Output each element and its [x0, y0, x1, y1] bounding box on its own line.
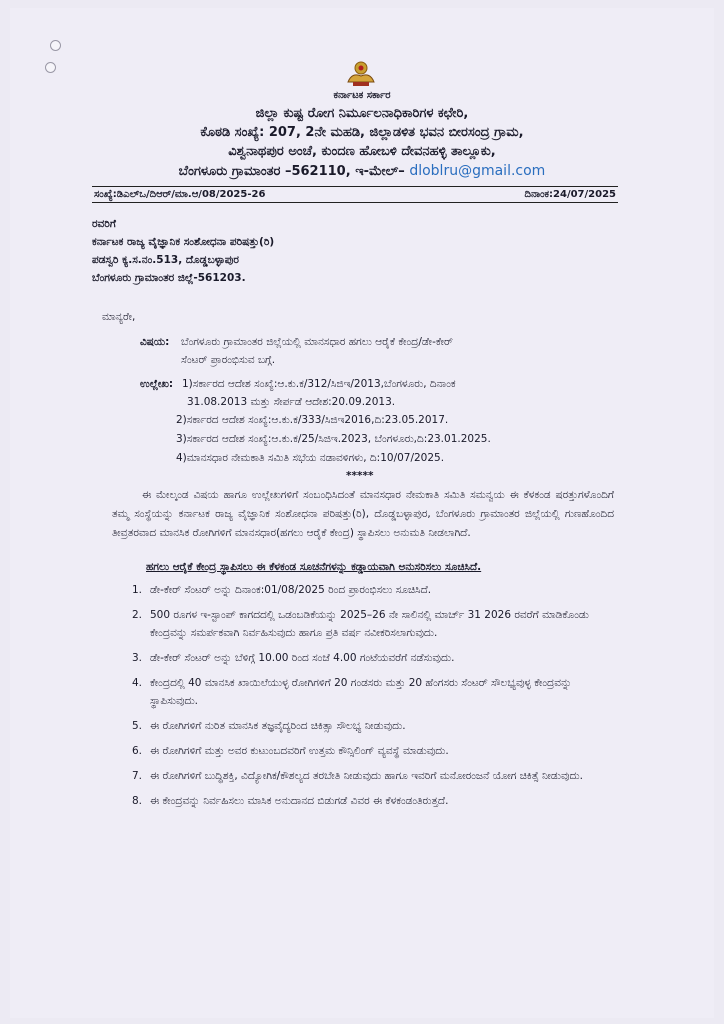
reference-item: 31.08.2013 ಮತ್ತು ಸೇರ್ಪಡೆ ಆದೇಶ:20.09.2013.	[187, 396, 396, 408]
instruction-heading: ಹಗಲು ಆರೈಕೆ ಕೇಂದ್ರ ಸ್ಥಾಪಿಸಲು ಈ ಕೆಳಕಂಡ ಸೂಚನೆಗಳನ್ನು ಕಡ್ಡಾಯವಾಗಿ ಅನುಸರಿಸಲು ಸೂಚಿಸಿದೆ.	[146, 561, 482, 573]
body-paragraph: ಈ ಮೇಲ್ಕಂಡ ವಿಷಯ ಹಾಗೂ ಉಲ್ಲೇಖಗಳಿಗೆ ಸಂಬಂಧಿಸಿದಂತೆ ಮಾನಸಧಾರ ನೇಮಕಾತಿ ಸಮಿತಿ ಸಮನ್ವಯ ಈ ಕೆಳಕಂಡ ಷರತ್ತುಗಳೊಂದಿಗೆ ತಮ್ಮ ಸಂಸ್ಥೆಯನ್ನು ಕರ್ನಾಟಕ ರಾಜ್ಯ ವೈಜ್ಞಾನಿಕ ಸಂಶೋಧನಾ ಪರಿಷತ್ತು(ರಿ), ದೊಡ್ಡಬಳ್ಳಾಪುರ, ಬೆಂಗಳೂರು ಗ್ರಾಮಾಂತರ ಜಿಲ್ಲೆಯಲ್ಲಿ ಗುಣಹೊಂದಿದ ತೀವ್ರತರವಾದ ಮಾನಸಿಕ ರೋಗಿಗಳಿಗೆ ಮಾನಸಧಾರ(ಹಗಲು ಆರೈಕೆ ಕೇಂದ್ರ) ಸ್ಥಾಪಿಸಲು ಅನುಮತಿ ನೀಡಲಾಗಿದೆ.	[112, 489, 614, 539]
condition-text: ಡೇ-ಕೇರ್ ಸೆಂಟರ್ ಅನ್ನು ದಿನಾಂಕ:01/08/2025 ರಿಂದ ಪ್ರಾರಂಭಿಸಲು ಸೂಚಿಸಿದೆ.	[150, 584, 432, 596]
punch-hole	[50, 40, 61, 51]
recipient-line-2: ಪಡಸ್ವರಿ ಕ್ಯ.ಸ.ನಂ.513, ದೊಡ್ಡಬಳ್ಳಾಪುರ	[92, 254, 239, 266]
subject-text-2: ಸೆಂಟರ್ ಪ್ರಾರಂಭಿಸುವ ಬಗ್ಗೆ.	[181, 354, 276, 366]
condition-number: 3.	[132, 652, 143, 664]
condition-number: 6.	[132, 745, 143, 757]
condition-text: ಈ ರೋಗಿಗಳಿಗೆ ನುರಿತ ಮಾನಸಿಕ ತಜ್ಞವೈದ್ಯರಿಂದ ಚಿಕಿತ್ಸಾ ಸೌಲಭ್ಯ ನೀಡುವುದು.	[150, 720, 406, 732]
condition-text: ಈ ರೋಗಿಗಳಿಗೆ ಬುದ್ಧಿಶಕ್ತಿ, ವಿದ್ಯೋಗಿಕ/ಕೌಶಲ್ಯದ ತರಬೇತಿ ನೀಡುವುದು ಹಾಗೂ ಇವರಿಗೆ ಮನೋರಂಜನೆ ಯೋಗ ಚಿಕಿತ್ಸೆ ನೀಡುವುದು.	[150, 770, 583, 782]
condition-item	[132, 717, 612, 735]
address-line-1: ಕೊಠಡಿ ಸಂಖ್ಯೆ: 207, 2ನೇ ಮಹಡಿ, ಜಿಲ್ಲಾಡಳಿತ ಭವನ ಬೀರಸಂದ್ರ ಗ್ರಾಮ,	[200, 125, 524, 140]
condition-text: ಡೇ-ಕೇರ್ ಸೆಂಟರ್ ಅನ್ನು ಬೆಳಿಗ್ಗೆ 10.00 ರಿಂದ ಸಂಜೆ 4.00 ಗಂಟೆಯವರೆಗೆ ನಡೆಸುವುದು.	[150, 652, 455, 664]
govt-title: ಕರ್ನಾಟಕ ಸರ್ಕಾರ	[333, 90, 391, 101]
salutation: ಮಾನ್ಯರೇ,	[102, 311, 136, 323]
conditions-list	[132, 581, 612, 817]
condition-text: 500 ರೂಗಳ ಇ-ಸ್ಟಾಂಪ್ ಕಾಗದದಲ್ಲಿ ಒಡಂಬಡಿಕೆಯನ್ನು 2025–26 ನೇ ಸಾಲಿನಲ್ಲಿ ಮಾರ್ಚ್ 31 2026 ರವರೆಗೆ ಮಾಡಿಕೊಂಡು ಕೇಂದ್ರವನ್ನು ಸಮರ್ಪಕವಾಗಿ ನಿರ್ವಹಿಸುವುದು ಹಾಗೂ ಪ್ರತಿ ವರ್ಷ ನವೀಕರಿಸಲಾಗುವುದು.	[150, 609, 589, 639]
reference-item: 3)ಸರ್ಕಾರದ ಆದೇಶ ಸಂಖ್ಯೆ:ಆ.ಕು.ಕ/25/ಸಿಜಿಇ.2023, ಬೆಂಗಳೂರು,ದಿ:23.01.2025.	[176, 433, 491, 445]
references-label: ಉಲ್ಲೇಖ:	[140, 378, 174, 390]
condition-item	[132, 674, 612, 710]
condition-number: 5.	[132, 720, 143, 732]
condition-number: 1.	[132, 584, 143, 596]
condition-item	[132, 581, 612, 599]
reference-item: 1)ಸರ್ಕಾರದ ಆದೇಶ ಸಂಖ್ಯೆ:ಆ.ಕು.ಕ/312/ಸಿಜಿಇ/2013,ಬೆಂಗಳೂರು, ದಿನಾಂಕ	[182, 378, 456, 390]
reference-number: ಸಂಖ್ಯೆ:ಡಿಎಲ್ಒ/ದಿಆರ್/ಮಾ.ಆ/08/2025-26	[94, 189, 266, 200]
letter-date: ದಿನಾಂಕ:24/07/2025	[524, 189, 616, 200]
office-title: ಜಿಲ್ಲಾ ಕುಷ್ಟ ರೋಗ ನಿರ್ಮೂಲನಾಧಿಕಾರಿಗಳ ಕಛೇರಿ,	[255, 106, 469, 121]
condition-number: 7.	[132, 770, 143, 782]
address-line-2: ವಿಶ್ವನಾಥಪುರ ಅಂಚೆ, ಕುಂದಣ ಹೋಬಳಿ ದೇವನಹಳ್ಳಿ ತಾಲ್ಲೂಕು,	[228, 144, 496, 159]
condition-item	[132, 649, 612, 667]
condition-text: ಈ ರೋಗಿಗಳಿಗೆ ಮತ್ತು ಅವರ ಕುಟುಂಬದವರಿಗೆ ಉತ್ತಮ ಕೌನ್ಸಿಲಿಂಗ್ ವ್ಯವಸ್ಥೆ ಮಾಡುವುದು.	[150, 745, 449, 757]
email-link[interactable]: dloblru@gmail.com	[409, 163, 546, 179]
punch-hole	[45, 62, 56, 73]
condition-item	[132, 767, 612, 785]
recipient-label: ರವರಿಗೆ	[92, 218, 116, 230]
condition-item	[132, 606, 612, 642]
address-line-3	[0, 163, 724, 179]
state-emblem-icon	[344, 60, 378, 88]
condition-text: ಈ ಕೇಂದ್ರವನ್ನು ನಿರ್ವಹಿಸಲು ಮಾಸಿಕ ಅನುದಾನದ ಬಿಡುಗಡೆ ವಿವರ ಈ ಕೆಳಕಂಡಂತಿರುತ್ತದೆ.	[150, 795, 449, 807]
condition-item	[132, 742, 612, 760]
address-line-3-text: ಬೆಂಗಳೂರು ಗ್ರಾಮಾಂತರ –562110, ಇ-ಮೇಲ್–	[178, 164, 405, 179]
condition-text: ಕೇಂದ್ರದಲ್ಲಿ 40 ಮಾನಸಿಕ ಖಾಯಿಲೆಯುಳ್ಳ ರೋಗಿಗಳಿಗೆ 20 ಗಂಡಸರು ಮತ್ತು 20 ಹೆಂಗಸರು ಸೆಂಟರ್ ಸೌಲಭ್ಯವುಳ್ಳ ಕೇಂದ್ರವನ್ನು ಸ್ಥಾಪಿಸುವುದು.	[150, 677, 572, 707]
subject-text: ಬೆಂಗಳೂರು ಗ್ರಾಮಾಂತರ ಜಿಲ್ಲೆಯಲ್ಲಿ ಮಾನಸಧಾರ ಹಗಲು ಆರೈಕೆ ಕೇಂದ್ರ/ಡೇ-ಕೇರ್	[181, 336, 453, 348]
recipient-line-1: ಕರ್ನಾಟಕ ರಾಜ್ಯ ವೈಜ್ಞಾನಿಕ ಸಂಶೋಧನಾ ಪರಿಷತ್ತು(ರಿ)	[92, 236, 275, 248]
reference-item: 4)ಮಾನಸಧಾರ ನೇಮಕಾತಿ ಸಮಿತಿ ಸಭೆಯ ನಡಾವಳಿಗಳು, ದಿ:10/07/2025.	[176, 452, 445, 464]
condition-number: 2.	[132, 609, 143, 621]
subject-label: ವಿಷಯ:	[140, 336, 170, 348]
separator: *****	[346, 470, 374, 482]
reference-item: 2)ಸರ್ಕಾರದ ಆದೇಶ ಸಂಖ್ಯೆ:ಆ.ಕು.ಕ/333/ಸಿಜಿಇ2016,ದಿ:23.05.2017.	[176, 414, 449, 426]
condition-number: 4.	[132, 677, 143, 689]
condition-item	[132, 792, 612, 810]
reference-row	[92, 186, 618, 203]
condition-number: 8.	[132, 795, 143, 807]
recipient-line-3: ಬೆಂಗಳೂರು ಗ್ರಾಮಾಂತರ ಜಿಲ್ಲೆ-561203.	[92, 272, 246, 284]
